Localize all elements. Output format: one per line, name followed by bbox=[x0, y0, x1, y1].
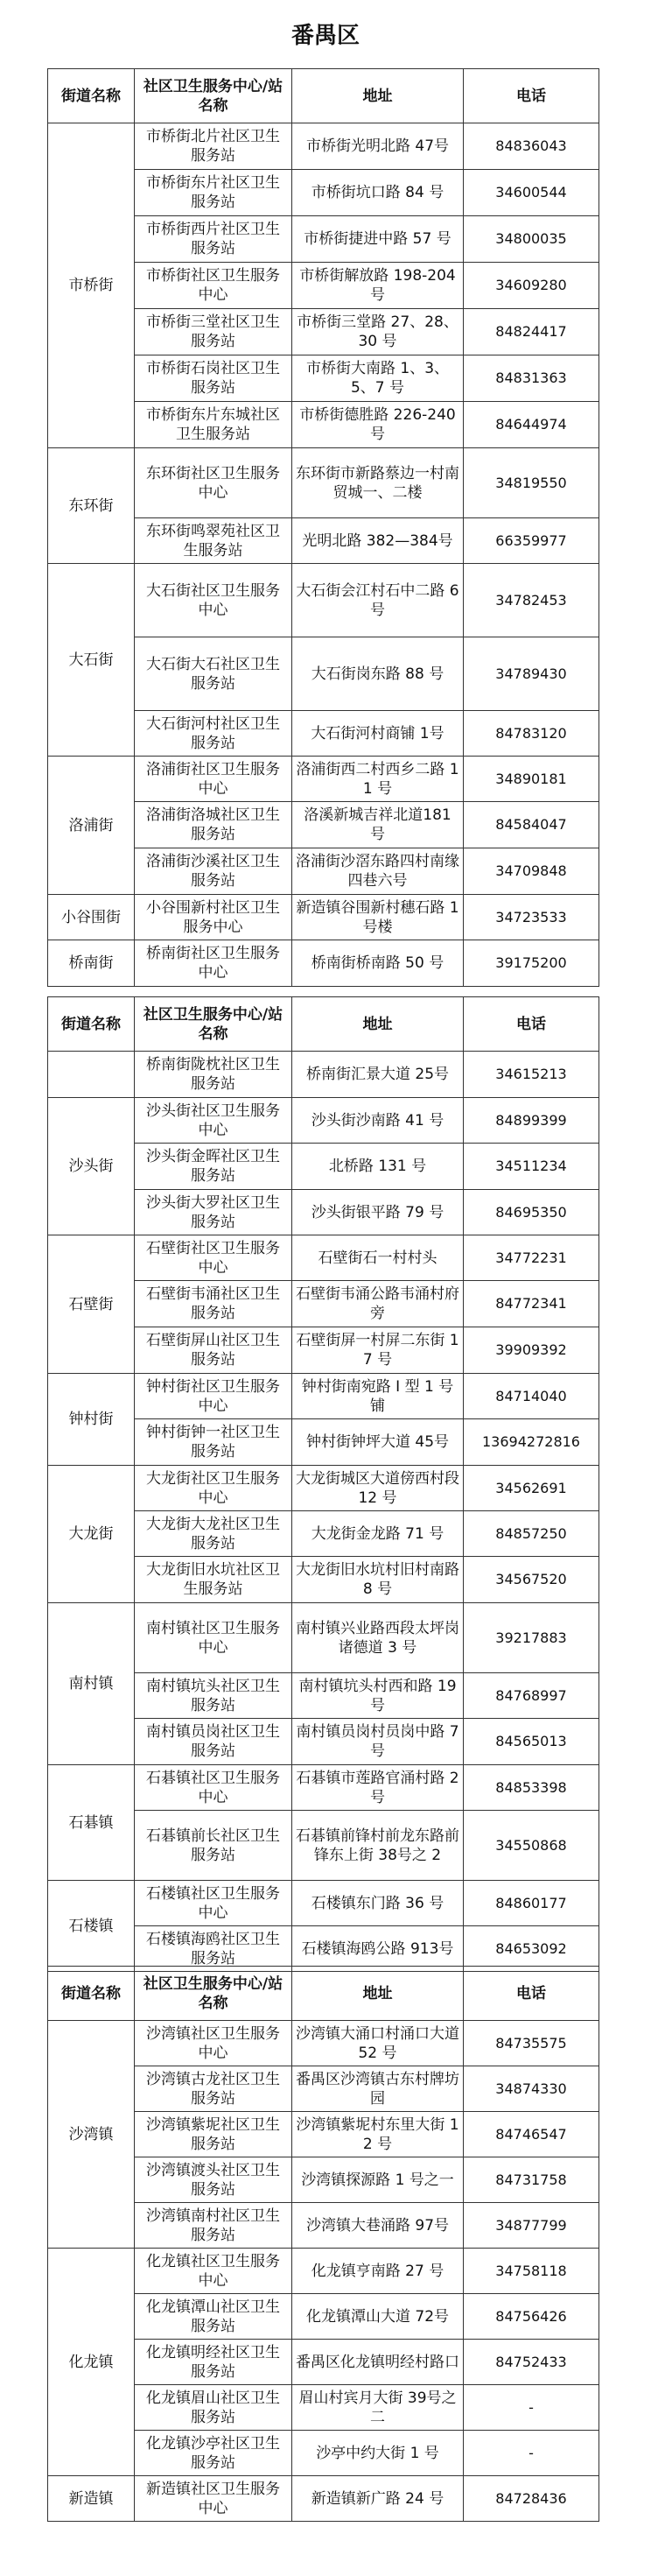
center-name-cell: 市桥街西片社区卫生服务站 bbox=[135, 216, 292, 263]
address-cell: 化龙镇亨南路 27 号 bbox=[292, 2249, 464, 2294]
phone-cell: 34550868 bbox=[464, 1811, 599, 1881]
street-cell: 大龙街 bbox=[48, 1466, 135, 1603]
table-row bbox=[48, 1466, 599, 1511]
phone-cell: 84768997 bbox=[464, 1673, 599, 1719]
street-cell: 钟村街 bbox=[48, 1374, 135, 1466]
header-street: 街道名称 bbox=[48, 1967, 135, 2021]
street-cell: 化龙镇 bbox=[48, 2249, 135, 2476]
address-cell: 大龙街城区大道傍西村段 12 号 bbox=[292, 1466, 464, 1511]
address-cell: 沙湾镇探源路 1 号之一 bbox=[292, 2157, 464, 2203]
phone-cell: 66359977 bbox=[464, 518, 599, 564]
center-name-cell: 大龙街社区卫生服务中心 bbox=[135, 1466, 292, 1511]
phone-cell: 34819550 bbox=[464, 448, 599, 518]
center-name-cell: 沙头街金晖社区卫生服务站 bbox=[135, 1144, 292, 1190]
table-header-row bbox=[48, 997, 599, 1052]
address-cell: 洛浦街沙滘东路四村南缘四巷六号 bbox=[292, 848, 464, 895]
header-address: 地址 bbox=[292, 69, 464, 123]
center-name-cell: 桥南街社区卫生服务中心 bbox=[135, 940, 292, 987]
center-name-cell: 市桥街社区卫生服务中心 bbox=[135, 263, 292, 309]
address-cell: 沙亭中约大街 1 号 bbox=[292, 2431, 464, 2476]
street-cell: 新造镇 bbox=[48, 2476, 135, 2522]
address-cell: 大龙街金龙路 71 号 bbox=[292, 1511, 464, 1557]
center-name-cell: 沙湾镇南村社区卫生服务站 bbox=[135, 2203, 292, 2249]
table-row bbox=[48, 940, 599, 987]
header-street: 街道名称 bbox=[48, 997, 135, 1052]
street-cell: 市桥街 bbox=[48, 123, 135, 448]
address-cell: 桥南街汇景大道 25号 bbox=[292, 1052, 464, 1098]
phone-cell: 84565013 bbox=[464, 1719, 599, 1765]
center-name-cell: 小谷围新村社区卫生服务中心 bbox=[135, 895, 292, 940]
table-header-row bbox=[48, 1967, 599, 2021]
phone-cell: 34709848 bbox=[464, 848, 599, 895]
header-address: 地址 bbox=[292, 1967, 464, 2021]
header-phone: 电话 bbox=[464, 997, 599, 1052]
phone-cell: 84746547 bbox=[464, 2112, 599, 2157]
center-name-cell: 新造镇社区卫生服务中心 bbox=[135, 2476, 292, 2522]
header-center-name: 社区卫生服务中心/站名称 bbox=[135, 69, 292, 123]
phone-cell: 84653092 bbox=[464, 1926, 599, 1972]
street-cell: 石壁街 bbox=[48, 1235, 135, 1374]
table-row bbox=[48, 1374, 599, 1419]
address-cell: 眉山村宾月大街 39号之二 bbox=[292, 2385, 464, 2431]
address-cell: 石碁镇市莲路官涌村路 2 号 bbox=[292, 1765, 464, 1811]
header-phone: 电话 bbox=[464, 69, 599, 123]
address-cell: 沙湾镇大涌口村涌口大道 52 号 bbox=[292, 2021, 464, 2066]
phone-cell: 34800035 bbox=[464, 216, 599, 263]
phone-cell: 84831363 bbox=[464, 355, 599, 402]
street-cell: 大石街 bbox=[48, 564, 135, 757]
table-row bbox=[48, 1881, 599, 1926]
table-row bbox=[48, 448, 599, 518]
table-row bbox=[48, 2249, 599, 2294]
page-title: 番禺区 bbox=[290, 23, 360, 49]
street-cell: 石楼镇 bbox=[48, 1881, 135, 1972]
phone-cell: 84836043 bbox=[464, 123, 599, 170]
center-name-cell: 市桥街三堂社区卫生服务站 bbox=[135, 309, 292, 355]
address-cell: 市桥街德胜路 226-240 号 bbox=[292, 402, 464, 448]
center-name-cell: 市桥街东片社区卫生服务站 bbox=[135, 170, 292, 216]
center-name-cell: 大龙街大龙社区卫生服务站 bbox=[135, 1511, 292, 1557]
phone-cell: - bbox=[464, 2431, 599, 2476]
center-name-cell: 化龙镇眉山社区卫生服务站 bbox=[135, 2385, 292, 2431]
phone-cell: 84731758 bbox=[464, 2157, 599, 2203]
address-cell: 石楼镇海鸥公路 913号 bbox=[292, 1926, 464, 1972]
header-address: 地址 bbox=[292, 997, 464, 1052]
center-name-cell: 化龙镇社区卫生服务中心 bbox=[135, 2249, 292, 2294]
address-cell: 番禺区沙湾镇古东村牌坊园 bbox=[292, 2066, 464, 2112]
center-name-cell: 石壁街韦涌社区卫生服务站 bbox=[135, 1281, 292, 1327]
table-row bbox=[48, 1052, 599, 1098]
phone-cell: 34890181 bbox=[464, 757, 599, 802]
center-name-cell: 南村镇员岗社区卫生服务站 bbox=[135, 1719, 292, 1765]
header-center-name: 社区卫生服务中心/站名称 bbox=[135, 1967, 292, 2021]
table-row bbox=[48, 564, 599, 637]
center-name-cell: 沙头街大罗社区卫生服务站 bbox=[135, 1190, 292, 1235]
address-cell: 南村镇兴业路西段太坪岗诸德道 3 号 bbox=[292, 1603, 464, 1673]
phone-cell: 34772231 bbox=[464, 1235, 599, 1281]
center-name-cell: 南村镇社区卫生服务中心 bbox=[135, 1603, 292, 1673]
phone-cell: 34874330 bbox=[464, 2066, 599, 2112]
address-cell: 桥南街桥南路 50 号 bbox=[292, 940, 464, 987]
street-cell: 石碁镇 bbox=[48, 1765, 135, 1881]
phone-cell: 84695350 bbox=[464, 1190, 599, 1235]
phone-cell: 84584047 bbox=[464, 802, 599, 848]
center-name-cell: 沙头街社区卫生服务中心 bbox=[135, 1098, 292, 1144]
center-name-cell: 东环街社区卫生服务中心 bbox=[135, 448, 292, 518]
phone-cell: 39909392 bbox=[464, 1327, 599, 1374]
phone-cell: 34567520 bbox=[464, 1557, 599, 1603]
address-cell: 石壁街石一村村头 bbox=[292, 1235, 464, 1281]
phone-cell: 84857250 bbox=[464, 1511, 599, 1557]
center-name-cell: 大石街大石社区卫生服务站 bbox=[135, 637, 292, 711]
phone-cell: 34789430 bbox=[464, 637, 599, 711]
center-name-cell: 石碁镇前长社区卫生服务站 bbox=[135, 1811, 292, 1881]
address-cell: 沙湾镇大巷涌路 97号 bbox=[292, 2203, 464, 2249]
address-cell: 石碁镇前锋村前龙东路前锋东上街 38号之 2 bbox=[292, 1811, 464, 1881]
address-cell: 洛溪新城吉祥北道181 号 bbox=[292, 802, 464, 848]
address-cell: 大石街河村商铺 1号 bbox=[292, 711, 464, 757]
center-name-cell: 市桥街东片东城社区卫生服务站 bbox=[135, 402, 292, 448]
health-center-table bbox=[47, 68, 599, 987]
phone-cell: 39217883 bbox=[464, 1603, 599, 1673]
address-cell: 石壁街韦涌公路韦涌村府旁 bbox=[292, 1281, 464, 1327]
street-cell: 桥南街 bbox=[48, 940, 135, 987]
address-cell: 洛浦街西二村西乡二路 11 号 bbox=[292, 757, 464, 802]
center-name-cell: 沙湾镇紫坭社区卫生服务站 bbox=[135, 2112, 292, 2157]
address-cell: 新造镇新广路 24 号 bbox=[292, 2476, 464, 2522]
center-name-cell: 桥南街陇枕社区卫生服务站 bbox=[135, 1052, 292, 1098]
address-cell: 钟村街钟坪大道 45号 bbox=[292, 1419, 464, 1466]
header-center-name: 社区卫生服务中心/站名称 bbox=[135, 997, 292, 1052]
address-cell: 番禺区化龙镇明经村路口 bbox=[292, 2340, 464, 2385]
phone-cell: 84772341 bbox=[464, 1281, 599, 1327]
address-cell: 石楼镇东门路 36 号 bbox=[292, 1881, 464, 1926]
phone-cell: 84752433 bbox=[464, 2340, 599, 2385]
address-cell: 钟村街南宛路 I 型 1 号铺 bbox=[292, 1374, 464, 1419]
street-cell bbox=[48, 1052, 135, 1098]
table-row bbox=[48, 1235, 599, 1281]
address-cell: 市桥街坑口路 84 号 bbox=[292, 170, 464, 216]
street-cell: 洛浦街 bbox=[48, 757, 135, 895]
table-row bbox=[48, 1098, 599, 1144]
center-name-cell: 大石街社区卫生服务中心 bbox=[135, 564, 292, 637]
phone-cell: 84735575 bbox=[464, 2021, 599, 2066]
center-name-cell: 大龙街旧水坑社区卫生服务站 bbox=[135, 1557, 292, 1603]
center-name-cell: 化龙镇沙亭社区卫生服务站 bbox=[135, 2431, 292, 2476]
table-row bbox=[48, 123, 599, 170]
center-name-cell: 石壁街社区卫生服务中心 bbox=[135, 1235, 292, 1281]
center-name-cell: 钟村街钟一社区卫生服务站 bbox=[135, 1419, 292, 1466]
address-cell: 市桥街捷进中路 57 号 bbox=[292, 216, 464, 263]
table-header-row bbox=[48, 69, 599, 123]
address-cell: 市桥街光明北路 47号 bbox=[292, 123, 464, 170]
header-phone: 电话 bbox=[464, 1967, 599, 2021]
address-cell: 北桥路 131 号 bbox=[292, 1144, 464, 1190]
table-row bbox=[48, 1603, 599, 1673]
center-name-cell: 南村镇坑头社区卫生服务站 bbox=[135, 1673, 292, 1719]
address-cell: 市桥街三堂路 27、28、30 号 bbox=[292, 309, 464, 355]
health-center-table bbox=[47, 1966, 599, 2522]
center-name-cell: 化龙镇潭山社区卫生服务站 bbox=[135, 2294, 292, 2340]
phone-cell: 34511234 bbox=[464, 1144, 599, 1190]
center-name-cell: 化龙镇明经社区卫生服务站 bbox=[135, 2340, 292, 2385]
phone-cell: 84853398 bbox=[464, 1765, 599, 1811]
phone-cell: 13694272816 bbox=[464, 1419, 599, 1466]
phone-cell: 34615213 bbox=[464, 1052, 599, 1098]
center-name-cell: 洛浦街沙溪社区卫生服务站 bbox=[135, 848, 292, 895]
address-cell: 新造镇谷围新村穗石路 1 号楼 bbox=[292, 895, 464, 940]
street-cell: 东环街 bbox=[48, 448, 135, 564]
address-cell: 化龙镇潭山大道 72号 bbox=[292, 2294, 464, 2340]
address-cell: 沙湾镇紫坭村东里大街 12 号 bbox=[292, 2112, 464, 2157]
center-name-cell: 洛浦街社区卫生服务中心 bbox=[135, 757, 292, 802]
street-cell: 小谷围街 bbox=[48, 895, 135, 940]
phone-cell: 84824417 bbox=[464, 309, 599, 355]
address-cell: 石壁街屏一村屏二东街 17 号 bbox=[292, 1327, 464, 1374]
center-name-cell: 石碁镇社区卫生服务中心 bbox=[135, 1765, 292, 1811]
phone-cell: 39175200 bbox=[464, 940, 599, 987]
phone-cell: 84728436 bbox=[464, 2476, 599, 2522]
table-row bbox=[48, 895, 599, 940]
address-cell: 沙头街银平路 79 号 bbox=[292, 1190, 464, 1235]
table-row bbox=[48, 2021, 599, 2066]
center-name-cell: 沙湾镇古龙社区卫生服务站 bbox=[135, 2066, 292, 2112]
phone-cell: 84899399 bbox=[464, 1098, 599, 1144]
address-cell: 大龙街旧水坑村旧村南路 8 号 bbox=[292, 1557, 464, 1603]
phone-cell: 84714040 bbox=[464, 1374, 599, 1419]
phone-cell: 84860177 bbox=[464, 1881, 599, 1926]
address-cell: 南村镇坑头村西和路 19 号 bbox=[292, 1673, 464, 1719]
table-row bbox=[48, 757, 599, 802]
phone-cell: 84756426 bbox=[464, 2294, 599, 2340]
table-row bbox=[48, 1765, 599, 1811]
phone-cell: - bbox=[464, 2385, 599, 2431]
center-name-cell: 石楼镇社区卫生服务中心 bbox=[135, 1881, 292, 1926]
address-cell: 大石街岗东路 88 号 bbox=[292, 637, 464, 711]
phone-cell: 34723533 bbox=[464, 895, 599, 940]
center-name-cell: 大石街河村社区卫生服务站 bbox=[135, 711, 292, 757]
phone-cell: 34562691 bbox=[464, 1466, 599, 1511]
address-cell: 市桥街大南路 1、3、5、7 号 bbox=[292, 355, 464, 402]
center-name-cell: 沙湾镇社区卫生服务中心 bbox=[135, 2021, 292, 2066]
address-cell: 大石街会江村石中二路 6 号 bbox=[292, 564, 464, 637]
center-name-cell: 沙湾镇渡头社区卫生服务站 bbox=[135, 2157, 292, 2203]
phone-cell: 84783120 bbox=[464, 711, 599, 757]
phone-cell: 34609280 bbox=[464, 263, 599, 309]
center-name-cell: 东环街鸣翠苑社区卫生服务站 bbox=[135, 518, 292, 564]
street-cell: 南村镇 bbox=[48, 1603, 135, 1765]
phone-cell: 34758118 bbox=[464, 2249, 599, 2294]
address-cell: 光明北路 382—384号 bbox=[292, 518, 464, 564]
center-name-cell: 石楼镇海鸥社区卫生服务站 bbox=[135, 1926, 292, 1972]
health-center-table bbox=[47, 996, 599, 1972]
center-name-cell: 市桥街北片社区卫生服务站 bbox=[135, 123, 292, 170]
street-cell: 沙头街 bbox=[48, 1098, 135, 1235]
center-name-cell: 洛浦街洛城社区卫生服务站 bbox=[135, 802, 292, 848]
phone-cell: 34877799 bbox=[464, 2203, 599, 2249]
address-cell: 东环街市新路蔡边一村南贸城一、二楼 bbox=[292, 448, 464, 518]
address-cell: 市桥街解放路 198-204 号 bbox=[292, 263, 464, 309]
header-street: 街道名称 bbox=[48, 69, 135, 123]
table-row bbox=[48, 2476, 599, 2522]
phone-cell: 84644974 bbox=[464, 402, 599, 448]
street-cell: 沙湾镇 bbox=[48, 2021, 135, 2249]
center-name-cell: 钟村街社区卫生服务中心 bbox=[135, 1374, 292, 1419]
phone-cell: 34600544 bbox=[464, 170, 599, 216]
center-name-cell: 石壁街屏山社区卫生服务站 bbox=[135, 1327, 292, 1374]
center-name-cell: 市桥街石岗社区卫生服务站 bbox=[135, 355, 292, 402]
address-cell: 南村镇员岗村员岗中路 7 号 bbox=[292, 1719, 464, 1765]
address-cell: 沙头街沙南路 41 号 bbox=[292, 1098, 464, 1144]
phone-cell: 34782453 bbox=[464, 564, 599, 637]
